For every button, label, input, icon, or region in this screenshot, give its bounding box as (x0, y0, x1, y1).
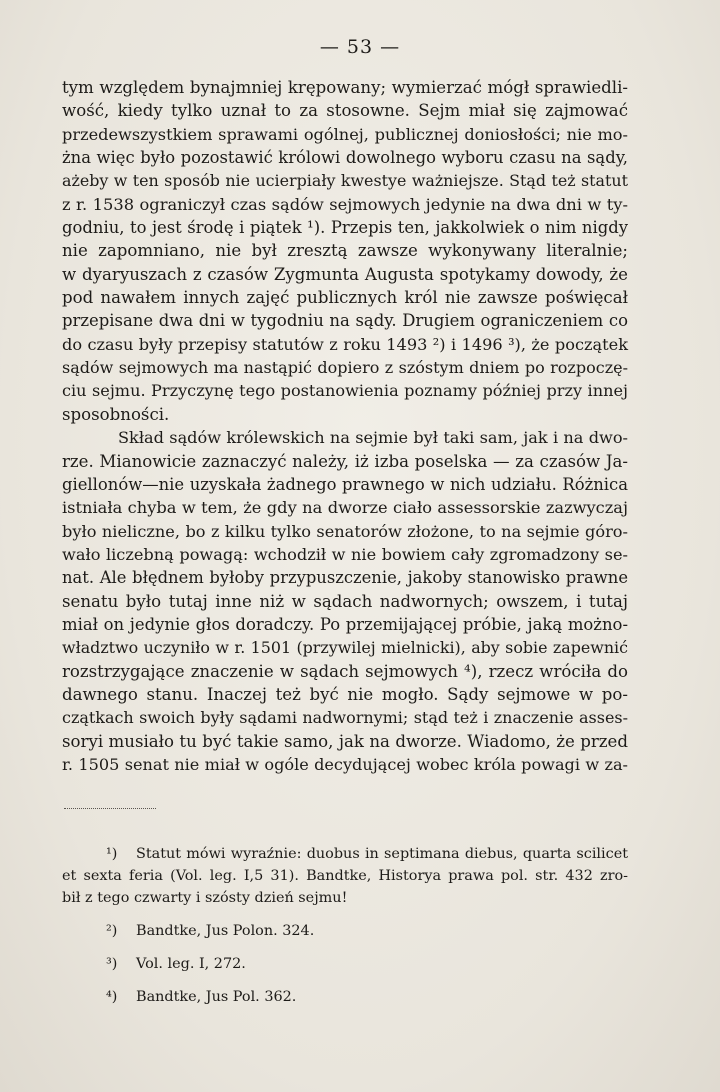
body-line: r. 1505 senat nie miał w ogóle decydującej wobec króla powagi w za- (62, 754, 628, 774)
body-text (62, 76, 628, 776)
footnote-text: et sexta feria (Vol. leg. I,5 31). Bandtke, Historya prawa pol. str. 432 zro- (62, 868, 628, 884)
body-line: istniała chyba w tem, że gdy na dworze ciało assessorskie zazwyczaj (62, 498, 628, 518)
body-line: miał on jedynie głos doradczy. Po przemijającej próbie, jaką możno- (62, 614, 628, 634)
body-line: do czasu były przepisy statutów z roku 1493 ²) i 1496 ³), że początek (62, 334, 628, 354)
body-line: Skład sądów królewskich na sejmie był taki sam, jak i na dwo- (118, 428, 628, 448)
footnote-marker: ⁴) (106, 989, 118, 1005)
body-line: godniu, to jest środę i piątek ¹). Przepis ten, jakkolwiek o nim nigdy (62, 218, 628, 238)
body-line: władztwo uczyniło w r. 1501 (przywilej mielnicki), aby sobie zapewnić (62, 638, 628, 658)
body-line: wość, kiedy tylko uznał to za stosowne. Sejm miał się zajmować (62, 101, 628, 121)
footnote-marker: ²) (106, 923, 118, 939)
body-line: wało liczebną powagą: wchodził w nie bowiem cały zgromadzony se- (62, 544, 628, 564)
body-line: z r. 1538 ograniczył czas sądów sejmowych jedynie na dwa dni w ty- (62, 194, 628, 214)
footnote-2 (62, 920, 628, 942)
footnote-marker: ³) (106, 956, 118, 972)
page-number: — 53 — (319, 36, 401, 58)
footnote-text: bił z tego czwarty i szósty dzień sejmu! (62, 890, 348, 906)
body-line: giellonów—nie uzyskała żadnego prawnego w nich udziału. Różnica (62, 474, 628, 494)
footnote-1 (62, 843, 628, 909)
body-line: tym względem bynajmniej krępowany; wymierzać mógł sprawiedli- (62, 78, 628, 97)
body-line: ciu sejmu. Przyczynę tego postanowienia poznamy później przy innej (62, 381, 628, 401)
body-line: rozstrzygające znaczenie w sądach sejmowych ⁴), rzecz wróciła do (62, 661, 628, 681)
body-line: żna więc było pozostawić królowi dowolnego wyboru czasu na sądy, (62, 148, 628, 168)
body-line: sposobności. (62, 404, 170, 424)
body-line: przedewszystkiem sprawami ogólnej, publicznej doniosłości; nie mo- (62, 124, 628, 144)
footnote-separator (64, 808, 156, 809)
footnote-text: Bandtke, Jus Polon. 324. (136, 923, 315, 939)
body-line: sądów sejmowych ma nastąpić dopiero z szóstym dniem po rozpoczę- (62, 358, 628, 378)
footnote-4 (62, 986, 628, 1008)
footnote-text: Vol. leg. I, 272. (136, 956, 246, 972)
body-line: senatu było tutaj inne niż w sądach nadwornych; owszem, i tutaj (62, 591, 628, 611)
body-line: w dyaryuszach z czasów Zygmunta Augusta spotykamy dowody, że (62, 264, 628, 284)
body-line: rze. Mianowicie zaznaczyć należy, iż izba poselska — za czasów Ja- (62, 451, 628, 471)
body-line: czątkach swoich były sądami nadwornymi; stąd też i znaczenie asses- (62, 708, 628, 728)
body-line: dawnego stanu. Inaczej też być nie mogło. Sądy sejmowe w po- (62, 684, 628, 704)
footnote-marker: ¹) (106, 846, 118, 862)
footnote-text: Statut mówi wyraźnie: duobus in septimana diebus, quarta scilicet (136, 846, 628, 862)
body-line: ażeby w ten sposób nie ucierpiały kwestye ważniejsze. Stąd też statut (62, 171, 628, 191)
body-line: było nieliczne, bo z kilku tylko senatorów złożone, to na sejmie góro- (62, 521, 628, 541)
body-line: soryi musiało tu być takie samo, jak na dworze. Wiadomo, że przed (62, 731, 628, 751)
body-line: pod nawałem innych zajęć publicznych król nie zawsze poświęcał (62, 288, 628, 308)
body-line: nat. Ale błędnem byłoby przypuszczenie, jakoby stanowisko prawne (62, 568, 628, 588)
footnote-text: Bandtke, Jus Pol. 362. (136, 989, 297, 1005)
footnotes (62, 843, 628, 1019)
body-line: przepisane dwa dni w tygodniu na sądy. Drugiem ograniczeniem co (62, 311, 628, 331)
body-line: nie zapomniano, nie był zresztą zawsze wykonywany literalnie; (62, 241, 628, 261)
footnote-3 (62, 953, 628, 975)
